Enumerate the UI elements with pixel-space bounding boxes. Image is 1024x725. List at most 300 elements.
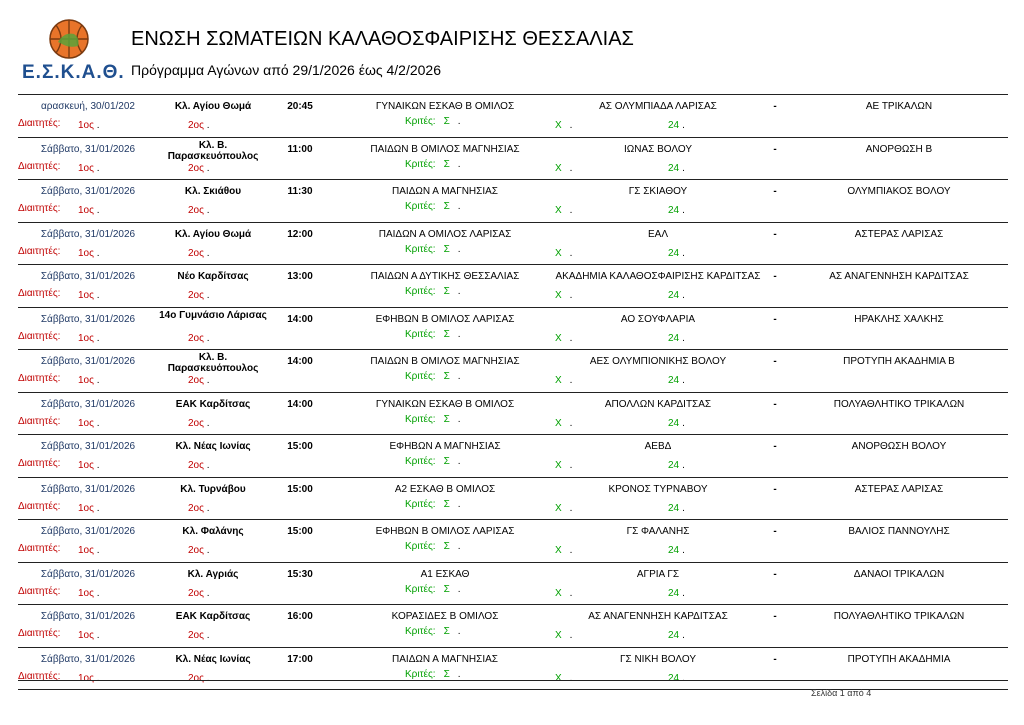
- away-team: ΑΝΟΡΘΩΣΗ Β: [865, 143, 933, 155]
- referee-2: [188, 248, 210, 260]
- referee-2-label: 2ος: [188, 290, 204, 301]
- judges: [405, 669, 461, 681]
- x-value: .: [569, 120, 573, 131]
- judge-s-value: .: [457, 243, 461, 255]
- home-team: ΚΡΟΝΟΣ ΤΥΡΝΑΒΟΥ: [608, 483, 708, 495]
- match-date: Σάββατο, 31/01/2026: [40, 398, 136, 410]
- x-value: .: [569, 162, 573, 174]
- match-competition: ΓΥΝΑΙΚΩΝ ΕΣΚΑΘ Β ΟΜΙΛΟΣ: [375, 398, 515, 410]
- away-team: ΠΡΟΤΥΠΗ ΑΚΑΔΗΜΙΑ Β: [843, 356, 955, 367]
- away-team: ΟΛΥΜΠΙΑΚΟΣ ΒΟΛΟΥ: [847, 186, 951, 197]
- match-date: Σάββατο, 31/01/2026: [40, 441, 136, 452]
- referee-1-value: .: [96, 290, 100, 301]
- home-team: ΓΣ ΣΚΙΑΘΟΥ: [628, 186, 688, 197]
- judges: [405, 286, 461, 298]
- referees-label: Διαιτητές:: [18, 415, 61, 427]
- n24-label: 24: [668, 502, 680, 514]
- judge-s-label: Σ: [443, 541, 450, 552]
- match-row: [18, 648, 1008, 691]
- referee-1-value: .: [96, 502, 100, 514]
- referee-2: [188, 630, 210, 642]
- referee-2-label: 2ος: [188, 120, 204, 131]
- x-label: Χ: [555, 630, 562, 641]
- page-subtitle: Πρόγραμμα Αγώνων από 29/1/2026 έως 4/2/2026: [131, 62, 442, 78]
- referee-1-value: .: [96, 332, 100, 344]
- shot-clock-24: [668, 630, 685, 642]
- x-label: Χ: [555, 375, 562, 386]
- match-time: 20:45: [287, 101, 313, 112]
- away-team: ΑΝΟΡΘΩΣΗ ΒΟΛΟΥ: [851, 441, 947, 452]
- judges-label: Κριτές:: [405, 286, 436, 297]
- away-team: ΑΣ ΑΝΑΓΕΝΝΗΣΗ ΚΑΡΔΙΤΣΑΣ: [829, 271, 969, 282]
- away-team: ΗΡΑΚΛΗΣ ΧΑΛΚΗΣ: [854, 313, 944, 325]
- judge-s-label: Σ: [443, 498, 450, 510]
- match-time: 15:00: [287, 483, 313, 495]
- match-time: 16:00: [287, 611, 313, 622]
- shot-clock-24: [668, 120, 685, 132]
- referee-2: [188, 205, 210, 217]
- referee-2-label: 2ος: [188, 672, 204, 684]
- match-date: Σάββατο, 31/01/2026: [40, 526, 136, 537]
- versus-dash: -: [773, 483, 777, 495]
- judge-s-label: Σ: [443, 286, 450, 297]
- timer-x: [555, 205, 572, 217]
- x-value: .: [569, 587, 573, 599]
- n24-label: 24: [668, 672, 680, 684]
- shot-clock-24: [668, 205, 685, 217]
- judges: [405, 541, 461, 553]
- referee-1-value: .: [96, 460, 100, 471]
- judge-s-value: .: [457, 626, 461, 637]
- judge-s-label: Σ: [443, 626, 450, 637]
- n24-label: 24: [668, 545, 680, 556]
- judge-s-label: Σ: [443, 413, 450, 425]
- timer-x: [555, 588, 572, 600]
- referees-label: Διαιτητές:: [18, 245, 61, 257]
- page-number: Σελίδα 1 από 4: [811, 688, 872, 698]
- referee-1: [78, 503, 100, 515]
- referee-2: [188, 418, 210, 430]
- judge-s-value: .: [457, 668, 461, 680]
- referee-1-label: 1ος: [78, 247, 94, 259]
- home-team: ΑΣ ΟΛΥΜΠΙΑΔΑ ΛΑΡΙΣΑΣ: [599, 101, 717, 112]
- versus-dash: -: [773, 228, 777, 240]
- n24-value: .: [682, 545, 685, 556]
- home-team: ΓΣ ΦΑΛΑΝΗΣ: [626, 526, 690, 537]
- referees-label: Διαιτητές:: [18, 373, 61, 384]
- basketball-icon: [48, 18, 90, 60]
- match-venue: Κλ. Αγριάς: [187, 568, 239, 580]
- referee-2: [188, 290, 210, 302]
- referee-1: [78, 588, 100, 600]
- x-label: Χ: [555, 587, 562, 599]
- referee-1-value: .: [96, 375, 100, 386]
- judge-s-label: Σ: [443, 668, 450, 680]
- match-row: [18, 265, 1008, 308]
- referee-2-value: .: [206, 247, 210, 259]
- n24-value: .: [682, 630, 685, 641]
- n24-value: .: [682, 120, 685, 131]
- match-row: [18, 478, 1008, 521]
- schedule-table: [18, 94, 1008, 690]
- referee-1: [78, 248, 100, 260]
- n24-label: 24: [668, 332, 680, 344]
- referee-1-label: 1ος: [78, 587, 94, 599]
- referee-2: [188, 333, 210, 345]
- n24-value: .: [682, 205, 685, 216]
- x-value: .: [569, 460, 573, 471]
- match-venue: Κλ. Τυρνάβου: [180, 483, 246, 495]
- match-venue: ΕΑΚ Καρδίτσας: [175, 611, 251, 622]
- judges: [405, 414, 461, 426]
- judge-s-label: Σ: [443, 583, 450, 595]
- match-competition: ΠΑΙΔΩΝ Α ΟΜΙΛΟΣ ΛΑΡΙΣΑΣ: [378, 228, 512, 240]
- judges-label: Κριτές:: [405, 158, 436, 170]
- referee-2-label: 2ος: [188, 205, 204, 216]
- versus-dash: -: [773, 101, 777, 112]
- logo-text: Ε.Σ.Κ.Α.Θ.: [22, 62, 125, 83]
- referee-2-value: .: [206, 290, 210, 301]
- match-venue: Κλ. Αγίου Θωμά: [174, 101, 252, 112]
- match-time: 11:30: [287, 186, 313, 197]
- judge-s-value: .: [457, 328, 461, 340]
- referee-1-label: 1ος: [78, 205, 94, 216]
- shot-clock-24: [668, 460, 685, 472]
- x-label: Χ: [555, 205, 562, 216]
- versus-dash: -: [773, 398, 777, 410]
- judges-label: Κριτές:: [405, 626, 436, 637]
- judges-label: Κριτές:: [405, 583, 436, 595]
- match-time: 14:00: [287, 313, 313, 325]
- timer-x: [555, 630, 572, 642]
- referee-1: [78, 375, 100, 387]
- referee-2: [188, 503, 210, 515]
- referee-1-label: 1ος: [78, 460, 94, 471]
- match-venue: Κλ. Αγίου Θωμά: [174, 228, 252, 240]
- n24-label: 24: [668, 205, 680, 216]
- match-competition: Α2 ΕΣΚΑΘ Β ΟΜΙΛΟΣ: [394, 483, 496, 495]
- referees-label: Διαιτητές:: [18, 118, 61, 129]
- match-competition: ΕΦΗΒΩΝ Α ΜΑΓΝΗΣΙΑΣ: [389, 441, 501, 452]
- n24-value: .: [682, 502, 685, 514]
- match-date: Σάββατο, 31/01/2026: [40, 568, 136, 580]
- referees-label: Διαιτητές:: [18, 500, 61, 512]
- x-label: Χ: [555, 417, 562, 429]
- away-team: ΑΣΤΕΡΑΣ ΛΑΡΙΣΑΣ: [854, 228, 944, 240]
- timer-x: [555, 333, 572, 345]
- home-team: ΑΟ ΣΟΥΦΛΑΡΙΑ: [620, 313, 696, 325]
- x-value: .: [569, 502, 573, 514]
- referee-1-value: .: [96, 545, 100, 556]
- judges-label: Κριτές:: [405, 498, 436, 510]
- referees-label: Διαιτητές:: [18, 288, 61, 299]
- n24-label: 24: [668, 120, 680, 131]
- x-value: .: [569, 290, 573, 301]
- n24-value: .: [682, 290, 685, 301]
- match-venue: Νέο Καρδίτσας: [177, 271, 249, 282]
- away-team: ΠΡΟΤΥΠΗ ΑΚΑΔΗΜΙΑ: [847, 653, 951, 665]
- judges-label: Κριτές:: [405, 116, 436, 127]
- shot-clock-24: [668, 673, 685, 685]
- n24-label: 24: [668, 162, 680, 174]
- x-value: .: [569, 630, 573, 641]
- referee-2-label: 2ος: [188, 630, 204, 641]
- match-date: Σάββατο, 31/01/2026: [40, 143, 136, 155]
- match-venue: ΕΑΚ Καρδίτσας: [175, 398, 251, 410]
- x-label: Χ: [555, 162, 562, 174]
- timer-x: [555, 290, 572, 302]
- x-value: .: [569, 375, 573, 386]
- match-competition: ΠΑΙΔΩΝ Α ΔΥΤΙΚΗΣ ΘΕΣΣΑΛΙΑΣ: [370, 271, 520, 282]
- referee-1: [78, 120, 100, 132]
- referee-2: [188, 545, 210, 557]
- n24-value: .: [682, 375, 685, 386]
- n24-value: .: [682, 417, 685, 429]
- referee-1-value: .: [96, 120, 100, 131]
- judge-s-value: .: [457, 583, 461, 595]
- referee-2-label: 2ος: [188, 247, 204, 259]
- eskath-logo: [22, 18, 125, 84]
- referee-1: [78, 673, 100, 685]
- referee-1-label: 1ος: [78, 290, 94, 301]
- match-row: [18, 223, 1008, 266]
- referee-2: [188, 120, 210, 132]
- referees-label: Διαιτητές:: [18, 628, 61, 639]
- match-time: 17:00: [287, 653, 313, 665]
- match-row: [18, 350, 1008, 393]
- away-team: ΑΣΤΕΡΑΣ ΛΑΡΙΣΑΣ: [854, 483, 944, 495]
- referee-1-value: .: [96, 417, 100, 429]
- n24-value: .: [682, 587, 685, 599]
- judges-label: Κριτές:: [405, 243, 436, 255]
- versus-dash: -: [773, 611, 777, 622]
- match-competition: ΠΑΙΔΩΝ Α ΜΑΓΝΗΣΙΑΣ: [392, 186, 498, 197]
- judges: [405, 244, 461, 256]
- referee-1: [78, 290, 100, 302]
- home-team: ΕΑΛ: [647, 228, 669, 240]
- judge-s-label: Σ: [443, 158, 450, 170]
- judge-s-value: .: [457, 498, 461, 510]
- judges: [405, 456, 461, 468]
- referee-2: [188, 163, 210, 175]
- match-time: 11:00: [287, 143, 313, 155]
- x-label: Χ: [555, 502, 562, 514]
- timer-x: [555, 673, 572, 685]
- referee-2-value: .: [206, 630, 210, 641]
- referee-2-value: .: [206, 460, 210, 471]
- judge-s-label: Σ: [443, 328, 450, 340]
- n24-value: .: [682, 332, 685, 344]
- referees-label: Διαιτητές:: [18, 585, 61, 597]
- versus-dash: -: [773, 653, 777, 665]
- page-title: ΕΝΩΣΗ ΣΩΜΑΤΕΙΩΝ ΚΑΛΑΘΟΣΦΑΙΡΙΣΗΣ ΘΕΣΣΑΛΙΑΣ: [131, 28, 634, 50]
- match-date: Σάββατο, 31/01/2026: [40, 356, 136, 367]
- match-time: 14:00: [287, 356, 313, 367]
- n24-value: .: [682, 460, 685, 471]
- home-team: ΑΣ ΑΝΑΓΕΝΝΗΣΗ ΚΑΡΔΙΤΣΑΣ: [588, 611, 728, 622]
- versus-dash: -: [773, 186, 777, 197]
- away-team: ΑΕ ΤΡΙΚΑΛΩΝ: [865, 101, 933, 112]
- shot-clock-24: [668, 290, 685, 302]
- referees-label: Διαιτητές:: [18, 543, 61, 554]
- match-competition: ΠΑΙΔΩΝ Β ΟΜΙΛΟΣ ΜΑΓΝΗΣΙΑΣ: [370, 356, 520, 367]
- referees-label: Διαιτητές:: [18, 670, 61, 682]
- referees-label: Διαιτητές:: [18, 160, 61, 172]
- referee-2: [188, 673, 210, 685]
- match-row: [18, 520, 1008, 563]
- x-label: Χ: [555, 290, 562, 301]
- judges-label: Κριτές:: [405, 668, 436, 680]
- home-team: ΑΚΑΔΗΜΙΑ ΚΑΛΑΘΟΣΦΑΙΡΙΣΗΣ ΚΑΡΔΙΤΣΑΣ: [555, 271, 761, 282]
- judges: [405, 116, 461, 128]
- judges-label: Κριτές:: [405, 456, 436, 467]
- n24-value: .: [682, 247, 685, 259]
- judges: [405, 371, 461, 383]
- referee-2-label: 2ος: [188, 545, 204, 556]
- versus-dash: -: [773, 143, 777, 155]
- versus-dash: -: [773, 356, 777, 367]
- referee-1-label: 1ος: [78, 417, 94, 429]
- referees-label: Διαιτητές:: [18, 203, 61, 214]
- shot-clock-24: [668, 375, 685, 387]
- x-label: Χ: [555, 120, 562, 131]
- referee-2-value: .: [206, 375, 210, 386]
- x-label: Χ: [555, 247, 562, 259]
- x-value: .: [569, 332, 573, 344]
- shot-clock-24: [668, 545, 685, 557]
- judge-s-label: Σ: [443, 371, 450, 382]
- match-date: Σάββατο, 31/01/2026: [40, 228, 136, 240]
- x-value: .: [569, 672, 573, 684]
- match-date: Σάββατο, 31/01/2026: [40, 611, 136, 622]
- referee-2-value: .: [206, 672, 210, 684]
- x-label: Χ: [555, 332, 562, 344]
- n24-value: .: [682, 672, 685, 684]
- n24-label: 24: [668, 460, 680, 471]
- referee-2-label: 2ος: [188, 162, 204, 174]
- judge-s-label: Σ: [443, 201, 450, 212]
- home-team: ΑΠΟΛΛΩΝ ΚΑΡΔΙΤΣΑΣ: [604, 398, 712, 410]
- referee-1-value: .: [96, 162, 100, 174]
- referee-2: [188, 588, 210, 600]
- match-date: Σάββατο, 31/01/2026: [40, 483, 136, 495]
- judge-s-label: Σ: [443, 243, 450, 255]
- referee-2-label: 2ος: [188, 417, 204, 429]
- referee-1-label: 1ος: [78, 332, 94, 344]
- shot-clock-24: [668, 418, 685, 430]
- away-team: ΒΑΛΙΟΣ ΠΑΝΝΟΥΛΗΣ: [848, 526, 950, 537]
- match-venue: Κλ. Νέας Ιωνίας: [175, 653, 251, 665]
- referee-2-label: 2ος: [188, 460, 204, 471]
- n24-label: 24: [668, 375, 680, 386]
- match-venue: 14ο Γυμνάσιο Λάρισας: [159, 309, 267, 321]
- match-date: αρασκευή, 30/01/202: [41, 101, 135, 112]
- referee-1: [78, 630, 100, 642]
- timer-x: [555, 248, 572, 260]
- judge-s-value: .: [457, 286, 461, 297]
- x-label: Χ: [555, 672, 562, 684]
- referee-1: [78, 545, 100, 557]
- x-value: .: [569, 205, 573, 216]
- judge-s-label: Σ: [443, 456, 450, 467]
- match-competition: ΠΑΙΔΩΝ Α ΜΑΓΝΗΣΙΑΣ: [392, 653, 498, 665]
- timer-x: [555, 460, 572, 472]
- shot-clock-24: [668, 248, 685, 260]
- x-label: Χ: [555, 460, 562, 471]
- judges: [405, 584, 461, 596]
- x-value: .: [569, 545, 573, 556]
- timer-x: [555, 120, 572, 132]
- judge-s-value: .: [457, 371, 461, 382]
- referee-1-label: 1ος: [78, 375, 94, 386]
- timer-x: [555, 418, 572, 430]
- referee-2-value: .: [206, 545, 210, 556]
- match-time: 13:00: [287, 271, 313, 282]
- x-value: .: [569, 247, 573, 259]
- judges: [405, 626, 461, 638]
- n24-label: 24: [668, 417, 680, 429]
- home-team: ΙΩΝΑΣ ΒΟΛΟΥ: [624, 143, 692, 155]
- match-competition: ΕΦΗΒΩΝ Β ΟΜΙΛΟΣ ΛΑΡΙΣΑΣ: [375, 526, 515, 537]
- versus-dash: -: [773, 568, 777, 580]
- judge-s-value: .: [457, 116, 461, 127]
- match-venue: Κλ. Β. Παρασκευόπουλος: [167, 352, 259, 374]
- match-date: Σάββατο, 31/01/2026: [40, 313, 136, 325]
- match-row: [18, 605, 1008, 648]
- referee-2-label: 2ος: [188, 502, 204, 514]
- versus-dash: -: [773, 313, 777, 325]
- referee-2-value: .: [206, 205, 210, 216]
- away-team: ΠΟΛΥΑΘΛΗΤΙΚΟ ΤΡΙΚΑΛΩΝ: [833, 398, 965, 410]
- judges: [405, 159, 461, 171]
- judges: [405, 329, 461, 341]
- n24-value: .: [682, 162, 685, 174]
- versus-dash: -: [773, 441, 777, 452]
- referee-2: [188, 460, 210, 472]
- referees-label: Διαιτητές:: [18, 458, 61, 469]
- match-row: [18, 563, 1008, 606]
- shot-clock-24: [668, 588, 685, 600]
- referee-2-label: 2ος: [188, 375, 204, 386]
- match-competition: ΚΟΡΑΣΙΔΕΣ Β ΟΜΙΛΟΣ: [391, 611, 499, 622]
- match-row: [18, 308, 1008, 351]
- home-team: ΑΓΡΙΑ ΓΣ: [636, 568, 680, 580]
- x-label: Χ: [555, 545, 562, 556]
- referee-1-value: .: [96, 672, 100, 684]
- timer-x: [555, 503, 572, 515]
- referee-1-label: 1ος: [78, 672, 94, 684]
- referee-1-value: .: [96, 205, 100, 216]
- referee-2-value: .: [206, 120, 210, 131]
- match-venue: Κλ. Σκιάθου: [184, 186, 242, 197]
- n24-label: 24: [668, 247, 680, 259]
- footer-divider: [18, 680, 1008, 681]
- n24-label: 24: [668, 290, 680, 301]
- referee-1: [78, 460, 100, 472]
- n24-label: 24: [668, 587, 680, 599]
- referee-2-label: 2ος: [188, 587, 204, 599]
- referee-1: [78, 205, 100, 217]
- judges: [405, 201, 461, 213]
- judges-label: Κριτές:: [405, 371, 436, 382]
- referee-1: [78, 418, 100, 430]
- referee-1-value: .: [96, 630, 100, 641]
- judge-s-value: .: [457, 541, 461, 552]
- timer-x: [555, 163, 572, 175]
- match-date: Σάββατο, 31/01/2026: [40, 186, 136, 197]
- referee-2-value: .: [206, 162, 210, 174]
- referee-1-label: 1ος: [78, 162, 94, 174]
